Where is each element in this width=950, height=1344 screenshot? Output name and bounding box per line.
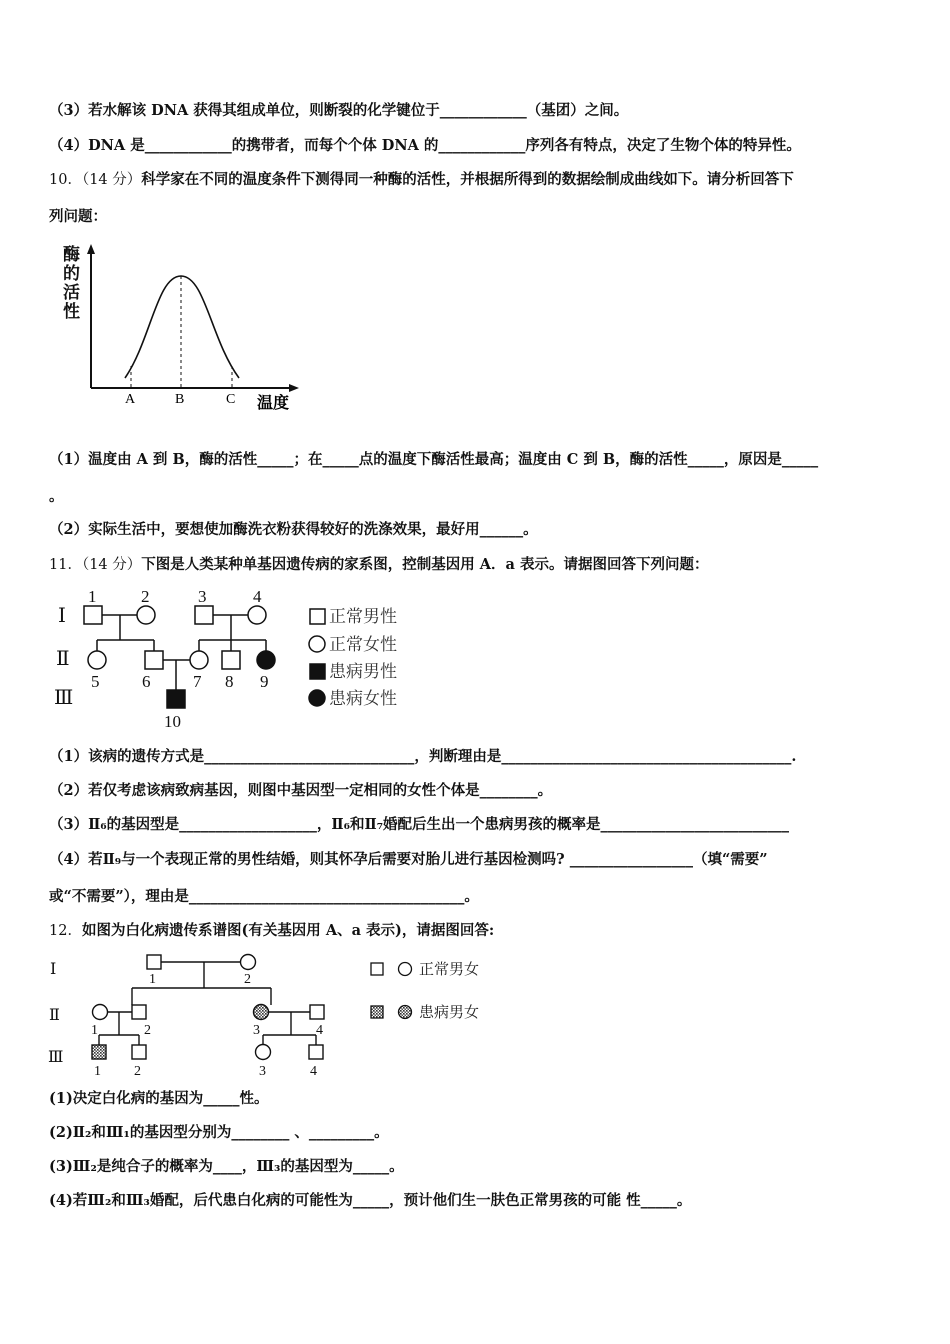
- y-label-char: 活: [63, 283, 80, 302]
- legend-affected-female-symbol: [309, 690, 325, 706]
- x-axis-arrow: [289, 384, 299, 392]
- label-3: 3: [198, 587, 207, 606]
- y-label-char: 性: [63, 302, 80, 321]
- individual-ii3: [254, 1005, 269, 1020]
- q12-part2: (2)Ⅱ₂和Ⅲ₁的基因型分别为________ 、_________。: [49, 1124, 389, 1141]
- gen-label-iii: Ⅲ: [48, 1049, 64, 1066]
- gen-label-ii: Ⅱ: [49, 1007, 60, 1024]
- legend-normal: 正常男女: [419, 962, 480, 978]
- q10-part1-end: 。: [49, 488, 64, 505]
- legend-affected: 患病男女: [419, 1005, 480, 1021]
- legend-affected-female: 患病女性: [329, 689, 397, 708]
- gen-label-iii: Ⅲ: [54, 687, 74, 709]
- tick-a: A: [125, 392, 136, 407]
- q10-stem: [49, 170, 794, 190]
- label-ii1: 1: [91, 1023, 98, 1038]
- label-iii3: 3: [259, 1064, 266, 1079]
- legend-normal-female: 正常女性: [329, 635, 397, 654]
- label-5: 5: [91, 672, 100, 691]
- individual-ii8: [222, 651, 240, 669]
- individual-ii9: [257, 651, 275, 669]
- label-i1: 1: [149, 972, 156, 987]
- q12-part3: (3)Ⅲ₂是纯合子的概率为____，Ⅲ₃的基因型为_____。: [49, 1158, 404, 1175]
- q11-stem: [49, 555, 709, 575]
- label-8: 8: [225, 672, 234, 691]
- q12-stem: [49, 921, 494, 941]
- individual-iii1: [92, 1045, 106, 1059]
- gen-label-i: Ⅰ: [50, 961, 57, 978]
- q10-text: 科学家在不同的温度条件下测得同一种酶的活性，并根据所得到的数据绘制成曲线如下。请分析回答下: [141, 171, 794, 188]
- q9-part4: （4）DNA 是____________的携带者，而每个个体 DNA 的____________序列各有特点，决定了生物个体的特异性。: [49, 137, 801, 154]
- individual-ii6: [145, 651, 163, 669]
- individual-iii4: [309, 1045, 323, 1059]
- legend-affected-male: 患病男性: [329, 662, 397, 681]
- individual-i1: [84, 606, 102, 624]
- y-label-char: 的: [63, 264, 80, 283]
- q11-text: 下图是人类某种单基因遗传病的家系图，控制基因用 A．a 表示。请据图回答下列问题：: [141, 556, 709, 573]
- individual-ii1: [93, 1005, 108, 1020]
- individual-i2: [137, 606, 155, 624]
- label-iii1: 1: [94, 1064, 101, 1079]
- individual-i2: [241, 955, 256, 970]
- legend-normal-male-symbol: [371, 963, 383, 975]
- label-2: 2: [141, 587, 150, 606]
- label-10: 10: [164, 712, 181, 731]
- legend-affected-male-symbol: [310, 664, 325, 679]
- legend-affected-female-symbol: [399, 1006, 412, 1019]
- y-label-char: 酶: [63, 245, 80, 264]
- x-label: 温度: [257, 395, 290, 412]
- q11-part2: （2）若仅考虑该病致病基因，则图中基因型一定相同的女性个体是________。: [49, 782, 553, 799]
- gen-label-ii: Ⅱ: [56, 648, 70, 670]
- individual-iii3: [256, 1045, 271, 1060]
- individual-i1: [147, 955, 161, 969]
- legend-normal-female-symbol: [399, 963, 412, 976]
- label-iii2: 2: [134, 1064, 141, 1079]
- individual-ii2: [132, 1005, 146, 1019]
- q10-stem-cont: 列问题：: [49, 208, 107, 225]
- q12-part1: (1)决定白化病的基因为_____性。: [49, 1090, 269, 1107]
- individual-ii7: [190, 651, 208, 669]
- q10-number: 10．（14 分）: [49, 172, 142, 188]
- q10-part1: （1）温度由 A 到 B，酶的活性_____；在_____点的温度下酶活性最高；温度由 C 到 B，酶的活性_____，原因是_____: [49, 451, 819, 468]
- label-6: 6: [142, 672, 151, 691]
- gen-label-i: Ⅰ: [58, 605, 66, 627]
- legend-normal-male-symbol: [310, 609, 325, 624]
- label-1: 1: [88, 587, 97, 606]
- legend-normal-male: 正常男性: [329, 607, 397, 626]
- label-7: 7: [193, 672, 202, 691]
- individual-i4: [248, 606, 266, 624]
- label-iii4: 4: [310, 1064, 317, 1079]
- q12-text: 如图为白化病遗传系谱图(有关基因用 A、a 表示)，请据图回答:: [81, 922, 495, 939]
- individual-i3: [195, 606, 213, 624]
- q11-number: 11．（14 分）: [49, 557, 142, 573]
- y-axis-arrow: [87, 244, 95, 254]
- individual-ii5: [88, 651, 106, 669]
- individual-iii2: [132, 1045, 146, 1059]
- label-4: 4: [253, 587, 262, 606]
- enzyme-activity-chart: [55, 238, 315, 416]
- label-i2: 2: [244, 972, 251, 987]
- enzyme-curve: [125, 276, 239, 378]
- q12-part4: (4)若Ⅲ₂和Ⅲ₃婚配，后代患白化病的可能性为_____，预计他们生一肤色正常男孩的可能 性_____。: [49, 1192, 692, 1209]
- tick-c: C: [226, 392, 236, 407]
- legend-normal-female-symbol: [309, 636, 325, 652]
- legend-affected-male-symbol: [371, 1006, 383, 1018]
- label-9: 9: [260, 672, 269, 691]
- pedigree-chart-q12: [46, 950, 506, 1085]
- q11-part3: （3）Ⅱ₆的基因型是___________________，Ⅱ₆和Ⅱ₇婚配后生出一个患病男孩的概率是__________________________: [49, 816, 790, 833]
- tick-b: B: [175, 392, 185, 407]
- individual-iii10: [167, 690, 185, 708]
- q11-part4-cont: 或“不需要”），理由是______________________________________。: [49, 888, 479, 905]
- label-ii2: 2: [144, 1023, 151, 1038]
- q10-part2: （2）实际生活中，要想使加酶洗衣粉获得较好的洗涤效果，最好用______。: [49, 521, 538, 538]
- pedigree-chart-q11: [50, 582, 430, 732]
- q11-part4: （4）若Ⅱ₉与一个表现正常的男性结婚，则其怀孕后需要对胎儿进行基因检测吗? _________________（填“需要”: [49, 851, 768, 868]
- label-ii3: 3: [253, 1023, 260, 1038]
- label-ii4: 4: [316, 1023, 323, 1038]
- q12-number: 12．: [49, 923, 82, 939]
- q9-part3: （3）若水解该 DNA 获得其组成单位，则断裂的化学键位于____________（基团）之间。: [49, 102, 629, 119]
- q11-part1: （1）该病的遗传方式是_____________________________，判断理由是________________________________________.: [49, 748, 797, 765]
- individual-ii4: [310, 1005, 324, 1019]
